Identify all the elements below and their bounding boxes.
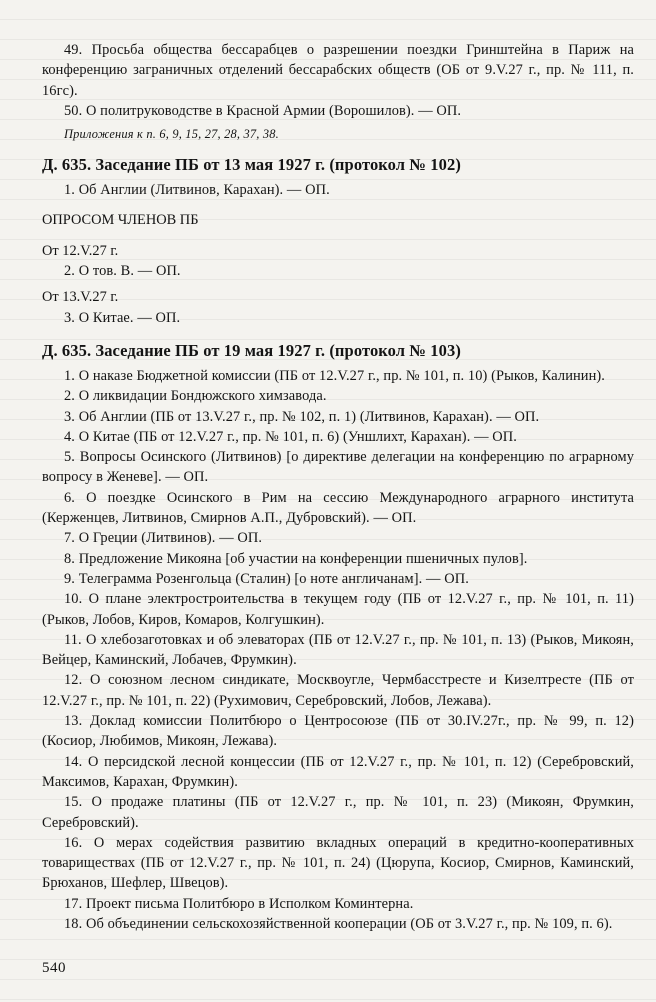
section-gap bbox=[42, 200, 634, 210]
protocol-103-item-5: 5. Вопросы Осинского (Литвинов) [о директиве делегации на конференцию по аграрному вопросу в Женеве]. — ОП. bbox=[42, 449, 634, 486]
protocol-103-item-3: 3. Об Англии (ПБ от 13.V.27 г., пр. № 102, п. 1) (Литвинов, Карахан). — ОП. bbox=[64, 408, 540, 425]
protocol-103-item-1: 1. О наказе Бюджетной комиссии (ПБ от 12.V.27 г., пр. № 101, п. 10) (Рыков, Калинин). bbox=[64, 367, 605, 384]
agenda-item-50: 50. О политруководстве в Красной Армии (Ворошилов). — ОП. bbox=[64, 102, 462, 119]
protocol-102-item-3: 3. О Китае. — ОП. bbox=[64, 309, 181, 326]
protocol-103-item-14: 14. О персидской лесной концессии (ПБ от 12.V.27 г., пр. № 101, п. 12) (Серебровский, Максимов, Карахан, Фрумкин). bbox=[42, 753, 634, 790]
section-gap bbox=[42, 231, 634, 241]
section-heading-protocol-102: Д. 635. Заседание ПБ от 13 мая 1927 г. (протокол № 102) bbox=[42, 155, 461, 175]
page-number: 540 bbox=[42, 960, 66, 976]
protocol-103-item-17: 17. Проект письма Политбюро в Исполком Коминтерна. bbox=[64, 895, 414, 912]
protocol-103-item-11: 11. О хлебозаготовках и об элеваторах (ПБ от 12.V.27 г., пр. № 101, п. 13) (Рыков, Микоян, Вейцер, Каминский, Лобачев, Фрумкин). bbox=[42, 631, 634, 669]
protocol-103-item-10: 10. О плане электростроительства в текущем году (ПБ от 12.V.27 г., пр. № 101, п. 11) (Рыков, Лобов, Киров, Комаров, Колгушкин). bbox=[42, 591, 634, 628]
protocol-102-item-2: 2. О тов. В. — ОП. bbox=[64, 263, 181, 280]
protocol-103-item-18: 18. Об объединении сельскохозяйственной кооперации (ОБ от 3.V.27 г., пр. № 109, п. 6). bbox=[64, 915, 613, 932]
protocol-103-item-15: 15. О продаже платины (ПБ от 12.V.27 г., пр. № 101, п. 23) (Микоян, Фрумкин, Серебровский). bbox=[42, 794, 634, 831]
section-heading-protocol-103: Д. 635. Заседание ПБ от 19 мая 1927 г. (протокол № 103) bbox=[42, 340, 461, 360]
protocol-103-item-12: 12. О союзном лесном синдикате, Москвоугле, Чермбасстресте и Кизелтресте (ПБ от 12.V.27 г., пр. № 101, п. 22) (Рухимович, Серебровский, Лобов, Лежава). bbox=[42, 672, 634, 709]
protocol-103-item-13: 13. Доклад комиссии Политбюро о Центросоюзе (ПБ от 30.IV.27г., пр. № 99, п. 12) (Косиор, Любимов, Микоян, Лежава). bbox=[42, 713, 634, 750]
protocol-103-item-6: 6. О поездке Осинского в Рим на сессию Международного аграрного института (Керженцев, Литвинов, Смирнов А.П., Дубровский). — ОП. bbox=[42, 489, 634, 527]
protocol-103-item-8: 8. Предложение Микояна [об участии на конференции пшеничных пулов]. bbox=[64, 550, 528, 567]
protocol-103-item-2: 2. О ликвидации Бондюжского химзавода. bbox=[64, 388, 327, 405]
protocol-103-item-4: 4. О Китае (ПБ от 12.V.27 г., пр. № 101, п. 6) (Уншлихт, Карахан). — ОП. bbox=[64, 428, 517, 445]
poll-date-2: От 13.V.27 г. bbox=[42, 289, 119, 306]
agenda-item-49: 49. Просьба общества бессарабцев о разрешении поездки Гринштейна в Париж на конференцию заграничных отделений бессарабских обществ (ОБ от 9.V.27 г., пр. № 111, п. 16гс). bbox=[42, 42, 634, 99]
protocol-103-item-16: 16. О мерах содействия развитию вкладных операций в кредитно-кооперативных товариществах (ПБ от 12.V.27 г., пр. № 101, п. 24) (Цюрупа, Косиор, Смирнов, Каминский, Брюханов, Шефлер, Швецов). bbox=[42, 834, 634, 892]
page-content bbox=[42, 40, 634, 934]
attachments-note: Приложения к п. 6, 9, 15, 27, 28, 37, 38. bbox=[64, 127, 279, 142]
poll-date-1: От 12.V.27 г. bbox=[42, 242, 119, 259]
protocol-103-item-7: 7. О Греции (Литвинов). — ОП. bbox=[64, 530, 263, 547]
poll-heading: ОПРОСОМ ЧЛЕНОВ ПБ bbox=[42, 212, 199, 229]
protocol-103-item-9: 9. Телеграмма Розенгольца (Сталин) [о ноте англичанам]. — ОП. bbox=[64, 570, 469, 587]
protocol-102-item-1: 1. Об Англии (Литвинов, Карахан). — ОП. bbox=[64, 182, 330, 199]
